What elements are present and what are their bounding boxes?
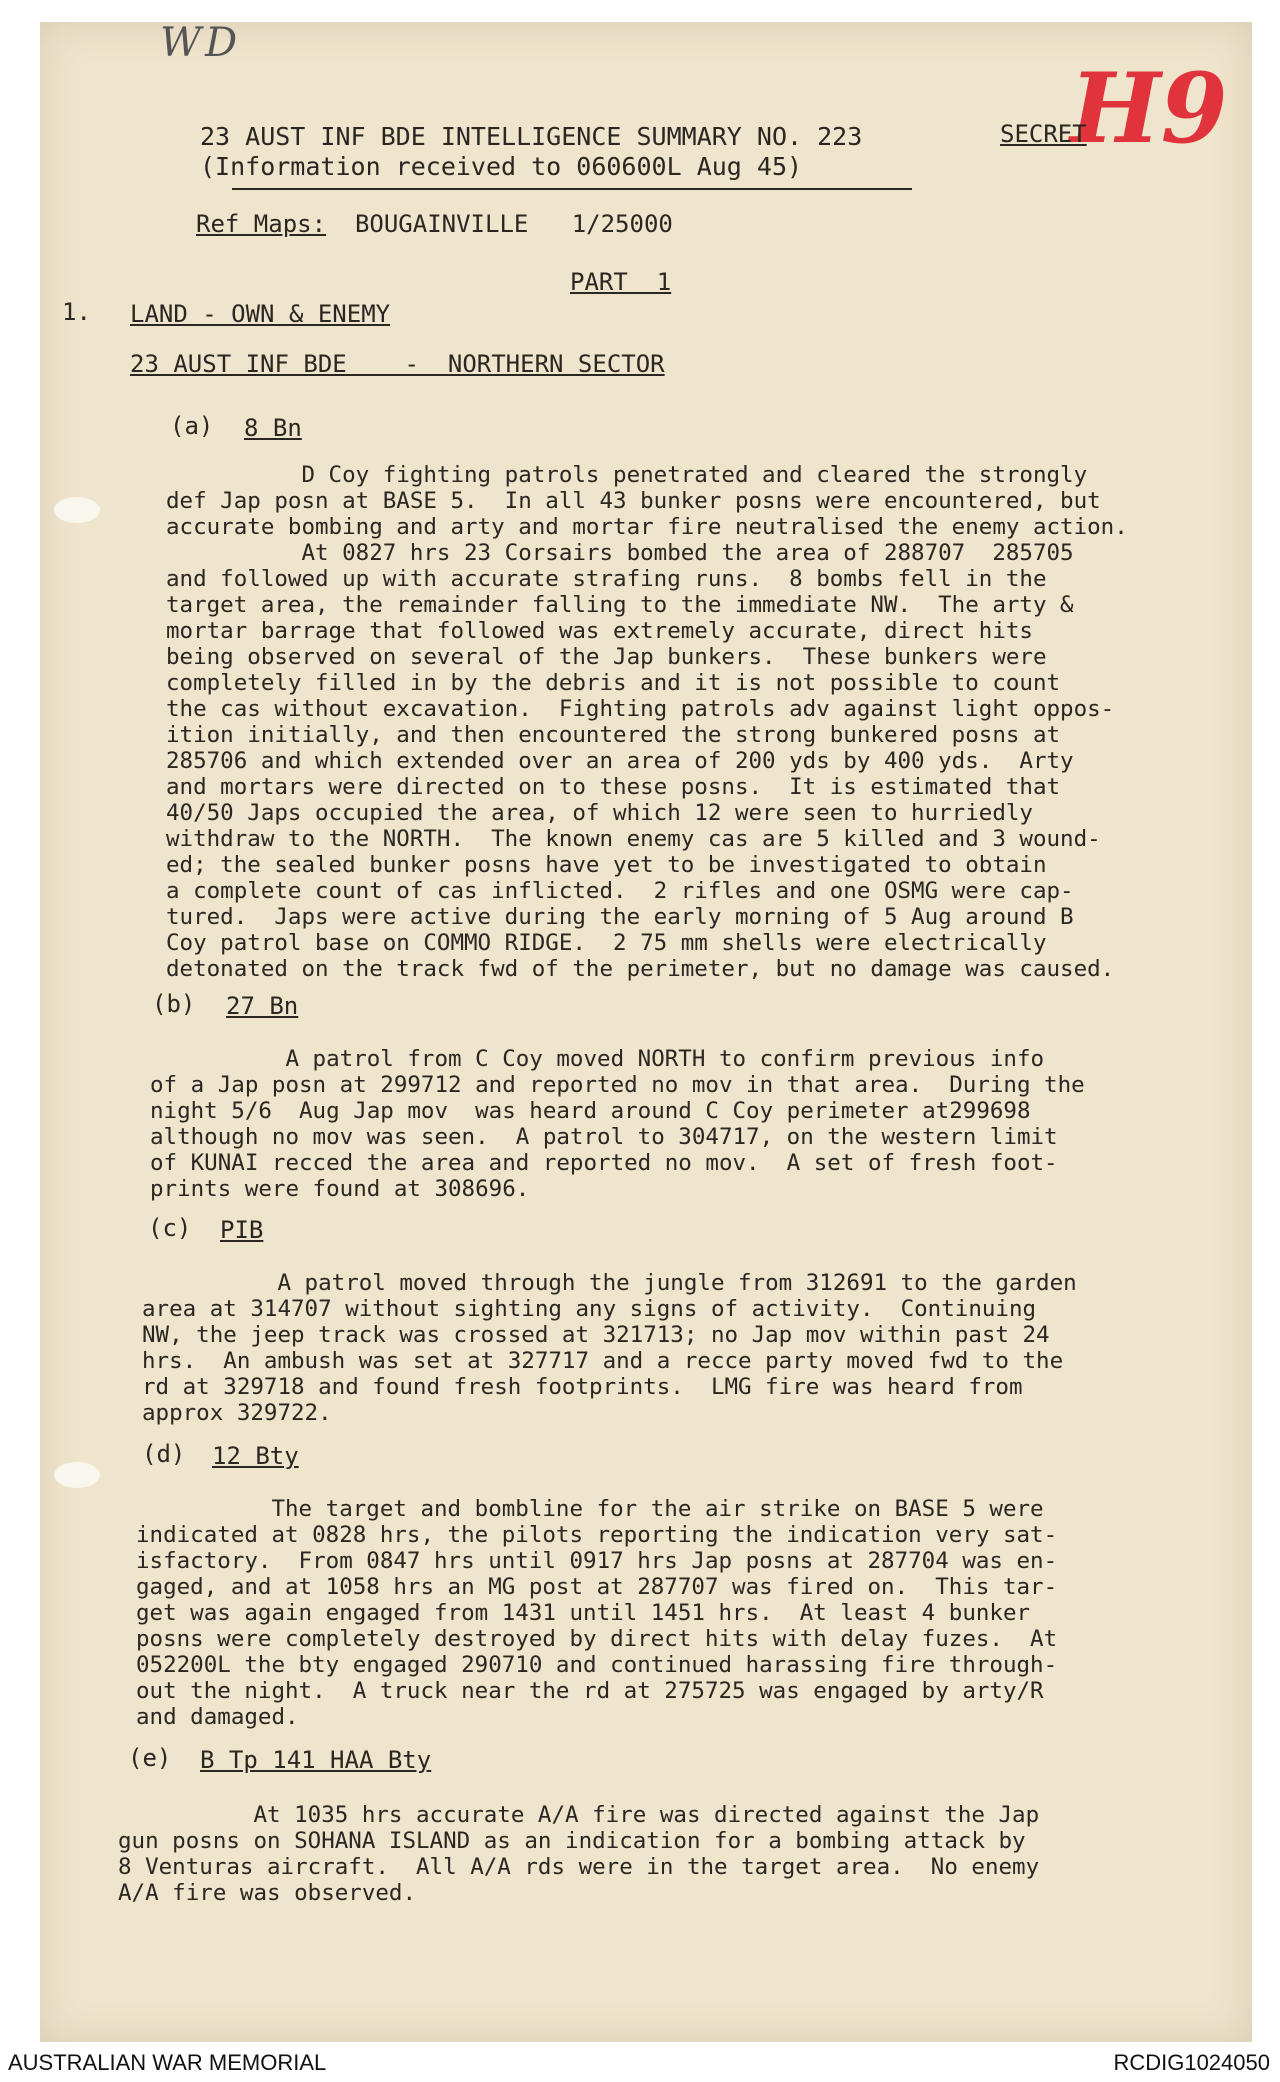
title-underline (232, 188, 912, 190)
text-line: def Jap posn at BASE 5. In all 43 bunker posns were encountered, but (166, 488, 1101, 514)
text-line: indicated at 0828 hrs, the pilots reporting the indication very sat- (136, 1522, 1058, 1548)
ref-maps-line (196, 210, 673, 238)
handwritten-folio-h9: H9 (1070, 52, 1228, 165)
classification-marking: SECRET (1000, 120, 1087, 148)
subsection-text (136, 1496, 1057, 1730)
text-line: area at 314707 without sighting any signs of activity. Continuing (142, 1296, 1037, 1322)
subsection-label: (c) (148, 1214, 192, 1242)
footer-archive-name: AUSTRALIAN WAR MEMORIAL (8, 2050, 327, 2075)
text-line: At 1035 hrs accurate A/A fire was directed against the Jap (118, 1802, 1040, 1828)
subsection-text (166, 462, 1128, 982)
text-line: 285706 and which extended over an area of 200 yds by 400 yds. Arty (166, 748, 1074, 774)
handwritten-note-wd: WD (160, 20, 242, 66)
unit-heading: 23 AUST INF BDE - NORTHERN SECTOR (130, 350, 665, 378)
text-line: posns were completely destroyed by direct hits with delay fuzes. At (136, 1626, 1058, 1652)
footer-record-id: RCDIG1024050 (1113, 2050, 1270, 2075)
text-line: gaged, and at 1058 hrs an MG post at 287707 was fired on. This tar- (136, 1574, 1058, 1600)
text-line: target area, the remainder falling to the immediate NW. The arty & (166, 592, 1074, 618)
ref-maps-value: BOUGAINVILLE 1/25000 (354, 210, 673, 238)
text-line: and followed up with accurate strafing runs. 8 bombs fell in the (166, 566, 1047, 592)
text-line: of KUNAI recced the area and reported no mov. A set of fresh foot- (150, 1150, 1058, 1176)
text-line: 8 Venturas aircraft. All A/A rds were in the target area. No enemy (118, 1854, 1040, 1880)
text-line: tured. Japs were active during the early morning of 5 Aug around B (166, 904, 1074, 930)
text-line: rd at 329718 and found fresh footprints. LMG fire was heard from (142, 1374, 1023, 1400)
subsection-title: B Tp 141 HAA Bty (200, 1746, 432, 1774)
document-title: 23 AUST INF BDE INTELLIGENCE SUMMARY NO. 223 (200, 122, 863, 151)
subsection-text (118, 1802, 1039, 1906)
document-subtitle: (Information received to 060600L Aug 45) (200, 152, 803, 181)
subsection-label: (b) (152, 990, 196, 1018)
section-number: 1. (62, 298, 91, 326)
part-heading: PART 1 (570, 268, 672, 296)
subsection-label: (e) (128, 1744, 172, 1772)
subsection-title: 12 Bty (212, 1442, 299, 1470)
text-line: A patrol moved through the jungle from 312691 to the garden (142, 1270, 1077, 1296)
text-line: accurate bombing and arty and mortar fire neutralised the enemy action. (166, 514, 1128, 540)
text-line: A patrol from C Coy moved NORTH to confirm previous info (150, 1046, 1045, 1072)
text-line: night 5/6 Aug Jap mov was heard around C Coy perimeter at299698 (150, 1098, 1031, 1124)
text-line: the cas without excavation. Fighting patrols adv against light oppos- (166, 696, 1115, 722)
text-line: withdraw to the NORTH. The known enemy cas are 5 killed and 3 wound- (166, 826, 1101, 852)
text-line: and damaged. (136, 1704, 299, 1730)
subsection-title: PIB (220, 1216, 264, 1244)
text-line: a complete count of cas inflicted. 2 rifles and one OSMG were cap- (166, 878, 1074, 904)
text-line: detonated on the track fwd of the perimeter, but no damage was caused. (166, 956, 1115, 982)
text-line: of a Jap posn at 299712 and reported no mov in that area. During the (150, 1072, 1085, 1098)
subsection-label: (d) (142, 1440, 186, 1468)
subsection-text (150, 1046, 1085, 1202)
text-line: gun posns on SOHANA ISLAND as an indication for a bombing attack by (118, 1828, 1026, 1854)
subsection-text (142, 1270, 1077, 1426)
text-line: out the night. A truck near the rd at 275725 was engaged by arty/R (136, 1678, 1044, 1704)
text-line: ition initially, and then encountered the strong bunkered posns at (166, 722, 1061, 748)
text-line: approx 329722. (142, 1400, 332, 1426)
subsection-title: 27 Bn (226, 992, 299, 1020)
text-line: prints were found at 308696. (150, 1176, 530, 1202)
text-line: D Coy fighting patrols penetrated and cleared the strongly (166, 462, 1088, 488)
text-line: NW, the jeep track was crossed at 321713; no Jap mov within past 24 (142, 1322, 1050, 1348)
section-title: LAND - OWN & ENEMY (130, 300, 391, 328)
ref-maps-label: Ref Maps: (196, 210, 327, 238)
text-line: Coy patrol base on COMMO RIDGE. 2 75 mm shells were electrically (166, 930, 1047, 956)
subsection-title: 8 Bn (244, 414, 302, 442)
text-line: although no mov was seen. A patrol to 304717, on the western limit (150, 1124, 1058, 1150)
text-line: At 0827 hrs 23 Corsairs bombed the area of 288707 285705 (166, 540, 1074, 566)
punch-hole (54, 497, 100, 523)
text-line: completely filled in by the debris and it is not possible to count (166, 670, 1061, 696)
text-line: hrs. An ambush was set at 327717 and a recce party moved fwd to the (142, 1348, 1064, 1374)
text-line: mortar barrage that followed was extremely accurate, direct hits (166, 618, 1033, 644)
punch-hole (54, 1462, 100, 1488)
subsection-label: (a) (170, 412, 214, 440)
text-line: 052200L the bty engaged 290710 and continued harassing fire through- (136, 1652, 1058, 1678)
text-line: 40/50 Japs occupied the area, of which 12 were seen to hurriedly (166, 800, 1033, 826)
text-line: The target and bombline for the air strike on BASE 5 were (136, 1496, 1044, 1522)
text-line: get was again engaged from 1431 until 1451 hrs. At least 4 bunker (136, 1600, 1031, 1626)
text-line: isfactory. From 0847 hrs until 0917 hrs Jap posns at 287704 was en- (136, 1548, 1058, 1574)
text-line: A/A fire was observed. (118, 1880, 417, 1906)
text-line: being observed on several of the Jap bunkers. These bunkers were (166, 644, 1047, 670)
text-line: and mortars were directed on to these posns. It is estimated that (166, 774, 1061, 800)
text-line: ed; the sealed bunker posns have yet to be investigated to obtain (166, 852, 1047, 878)
